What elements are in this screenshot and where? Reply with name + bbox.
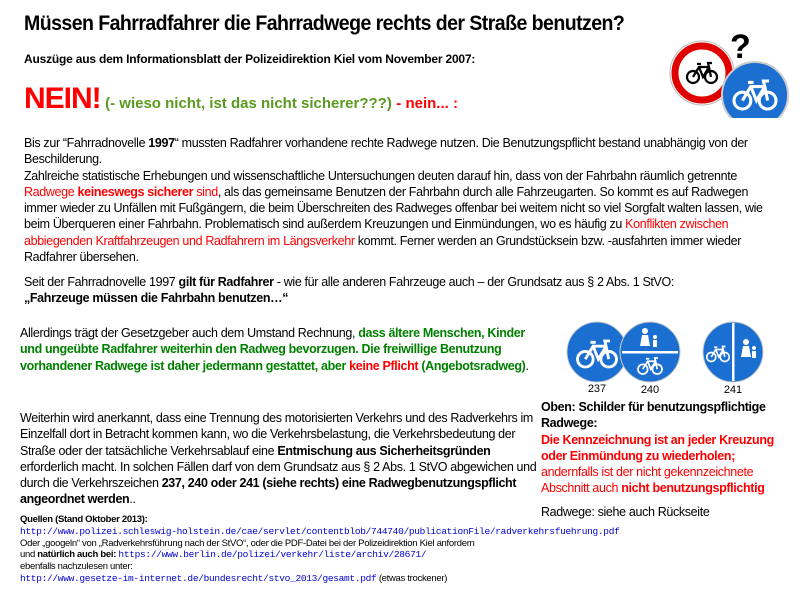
year: 1997 (148, 136, 175, 150)
caption: Oben: Schilder für benutzungspflichtige Radwege: (541, 400, 766, 431)
bold-text: 237, 240 oder 241 (siehe rechts) eine Radwegbenutzungspflicht angeordnet werden (20, 476, 517, 507)
sign-241-separated-path-icon (703, 322, 763, 382)
sign-label-237: 237 (587, 383, 607, 395)
text: natürlich auch bei (37, 549, 114, 561)
header-signs (660, 28, 800, 118)
sources: Quellen (Stand Oktober 2013): http://www.polizei.schleswig-holstein.de/cae/servlet/contentblob/744740/publicationFile/radverkehrsfuehrung.pdf Oder „googeln“ von „Radverkehrsführung nach der StVO“, oder die PDF-Datei bei der Polizeidirektion Kiel anfordern und natürlich auch bei: https://www.berlin.de/polizei/verkehr/liste/archiv/28671/ ebenfalls nachzulesen unter: http://www.gesetze-im-internet.de/bundesrecht/stvo_2013/gesamt.pdf (etwas trockener) (20, 514, 620, 584)
nein-line (24, 82, 458, 116)
nein-text: NEIN! (24, 82, 101, 115)
highlight: (Angebotsradweg) (421, 358, 526, 373)
subtitle: Auszüge aus dem Informationsblatt der Polizeidirektion Kiel vom November 2007: (24, 52, 476, 66)
quote: „Fahrzeuge müssen die Fahrbahn benutzen…“ (24, 291, 289, 306)
text: Seit der Fahrradnovelle 1997 (24, 275, 179, 289)
highlight: keineswegs sicherer (77, 184, 194, 199)
source-link[interactable]: http://www.gesetze-im-internet.de/bundesrecht/stvo_2013/gesamt.pdf (20, 572, 377, 584)
signs-caption (541, 399, 791, 497)
text: Oder „googeln“ von „Radverkehrsführung nach der StVO“, oder die PDF-Datei bei der Polizeidirektion Kiel anfordern (20, 537, 475, 549)
text: (etwas trockener) (378, 572, 448, 584)
source-link[interactable]: https://www.berlin.de/polizei/verkehr/liste/archiv/28671/ (118, 549, 427, 561)
highlight: Konflikten zwischen abbiegenden Kraftfahrzeugen und Radfahrern im Längsverkehr (24, 217, 729, 248)
highlight: sind (193, 184, 218, 199)
nein-question: (- wieso nicht, ist das nicht sicherer???) (105, 95, 392, 112)
sign-240-shared-path-icon (620, 322, 680, 382)
sign-237-bicycle-icon (567, 322, 627, 382)
paragraph-history (24, 135, 782, 265)
warning: andernfalls ist der nicht gekennzeichnete Abschnitt auch (541, 465, 754, 496)
bold-text: gilt für Radfahrer (178, 275, 274, 289)
text: Weiterhin wird anerkannt, dass eine Trennung des motorisierten Verkehrs und des Radverkehrs im Einzelfall dort in Betracht kommen kann, wo die Verkehrsbelastung, die Verkehrsbedeutung der Straße oder der tatsächliche Verkehrsablauf eine (20, 411, 533, 458)
highlight: dass ältere Menschen, Kinder und ungeübte Radfahrer weiterhin den Radweg bevorzugen. Die freiwillige Benutzung vorhandener Radwege ist daher jedermann gestattet, aber (20, 326, 525, 373)
text: und (20, 549, 38, 561)
backside-note: Radwege: siehe auch Rückseite (541, 505, 710, 519)
text: erforderlich macht. In solchen Fällen darf von dem Grundsatz aus § 2 Abs. 1 StVO abgewichen und durch die Verkehrszeichen (20, 459, 537, 491)
bold-text: Entmischung aus Sicherheitsgründen (277, 443, 491, 458)
text: Bis zur “Fahrradnovelle (24, 136, 149, 150)
question-mark: ? (730, 28, 751, 66)
sources-heading: Quellen (Stand Oktober 2013): (20, 514, 148, 525)
nein-tail: - nein... : (396, 95, 458, 112)
text: kommt. Ferner werden an Grundstücksein bzw. -ausfahrten immer wieder Radfahrer übersehen. (24, 233, 742, 265)
highlight: keine Pflicht (349, 358, 419, 373)
warning: Die Kennzeichnung ist an jeder Kreuzung oder Einmündung zu wiederholen; (541, 432, 774, 463)
warning: nicht benutzungspflichtig (621, 481, 765, 496)
text: - wie für alle anderen Fahrzeuge auch – der Grundsatz aus § 2 Abs. 1 StVO: (273, 275, 675, 289)
page-title: Müssen Fahrradfahrer die Fahrradwege rechts der Straße benutzen? (24, 12, 625, 35)
text: “ mussten Radfahrer vorhandene rechte Radwege nutzen. Die Benutzungspflicht bestand unabhängig von der Beschilderung. (24, 136, 748, 167)
text: Zahlreiche statistische Erhebungen und wissenschaftliche Untersuchungen deuten darauf hin, dass von der Fahrbahn räumlich getrennte (24, 168, 737, 183)
text: , als das gemeinsame Benutzen der Fahrbahn durch alle Fahrzeugarten. So kommt es auf Radwegen immer wieder zu Unfällen mit Fußgängern, die beim Überschreiten des Radweges offenbar bei weitem nicht so viel Sorgfalt walten lassen, wie beim Überqueren einer Fahrbahn. Problematisch sind außerdem Kreuzungen und Einmündungen, wo es häufig zu (24, 184, 763, 232)
paragraph-voluntary (20, 325, 538, 374)
sign-label-240: 240 (640, 384, 660, 396)
text: ebenfalls nachzulesen unter: (20, 561, 133, 573)
paragraph-principle (24, 274, 782, 307)
signs-row (560, 320, 770, 386)
paragraph-exception (20, 410, 542, 508)
highlight: Radwege (24, 184, 78, 199)
text: . (525, 358, 529, 373)
text: Allerdings trägt der Gesetzgeber auch dem Umstand Rechnung, (20, 326, 359, 340)
source-link[interactable]: http://www.polizei.schleswig-holstein.de/cae/servlet/contentblob/744740/publicationFile/radverkehrsfuehrung.pdf (20, 525, 620, 537)
bicycle-path-sign-icon (722, 62, 788, 118)
text: .. (129, 492, 136, 507)
sign-label-241: 241 (723, 384, 743, 396)
